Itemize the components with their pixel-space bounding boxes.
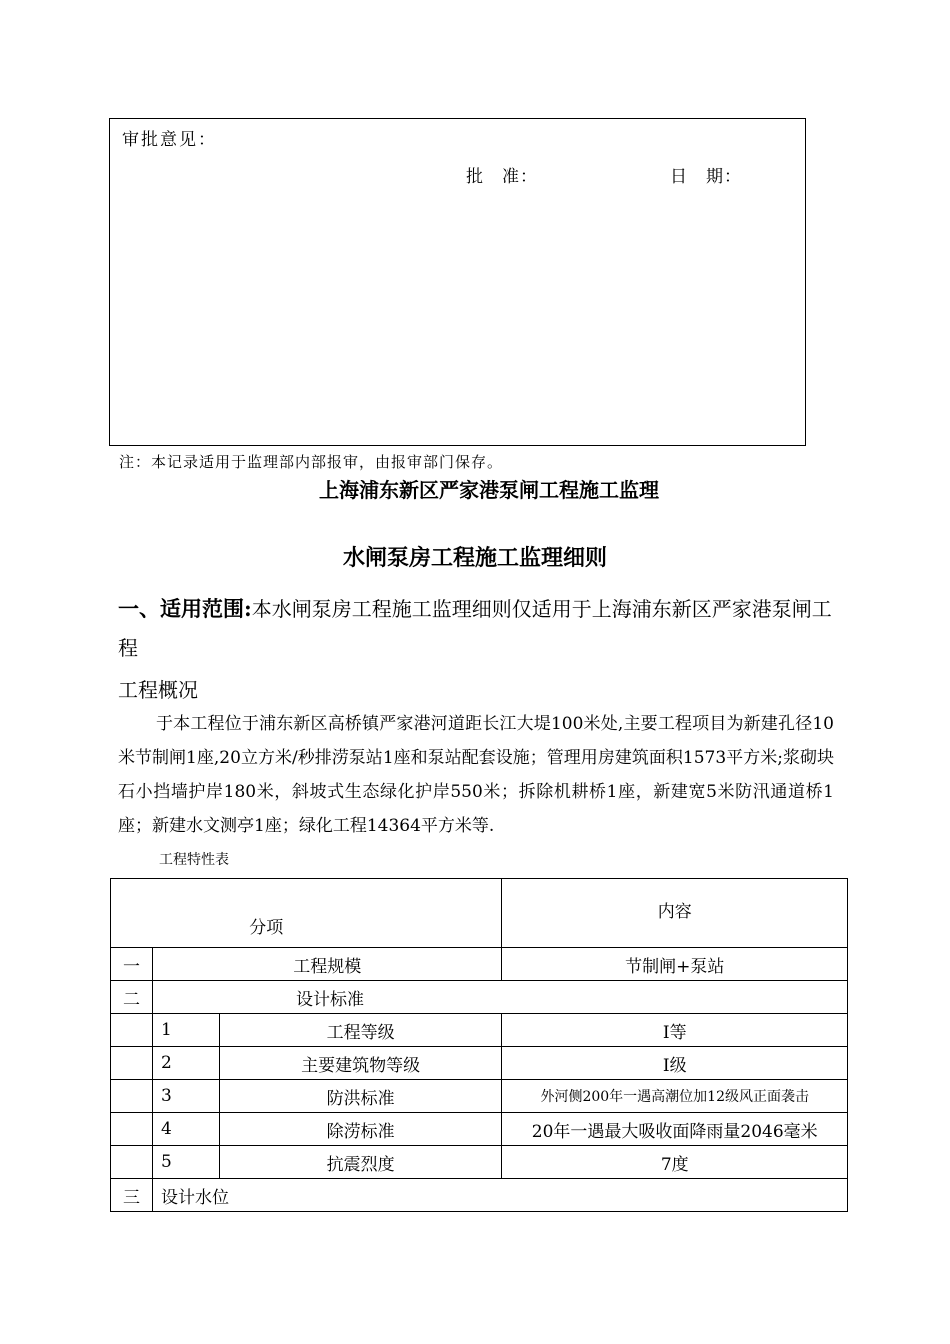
row-value: 20年一遇最大吸收面降雨量2046毫米 [502, 1113, 848, 1146]
approver-label: 批 准： [466, 167, 538, 187]
table-row [111, 1146, 848, 1179]
row-number: 二 [111, 981, 153, 1014]
record-note: 注：本记录适用于监理部内部报审，由报审部门保存。 [119, 453, 504, 471]
row-number: 一 [111, 948, 153, 981]
header-content-label: 内容 [657, 901, 692, 922]
table-row [111, 948, 848, 981]
header-content-cell [502, 879, 848, 948]
project-characteristics-table [110, 878, 848, 1212]
scope-heading: 一、适用范围: [118, 596, 252, 621]
row-subnumber: 2 [152, 1047, 219, 1080]
row-name: 工程等级 [219, 1014, 502, 1047]
header-item-cell [111, 879, 502, 948]
table-row [111, 1047, 848, 1080]
overview-paragraph: 于本工程位于浦东新区高桥镇严家港河道距长江大堤100米处,主要工程项目为新建孔径10米节制闸1座,20立方米/秒排涝泵站1座和泵站配套设施；管理用房建筑面积1573平方米;浆砌块石小挡墙护岸180米，斜坡式生态绿化护岸550米；拆除机耕桥1座，新建宽5米防汛通道桥1座；新建水文测亭1座；绿化工程14364平方米等. [118, 714, 834, 836]
document-title: 上海浦东新区严家港泵闸工程施工监理 [319, 478, 659, 502]
row-name: 抗震烈度 [219, 1146, 502, 1179]
approval-opinion-label: 审批意见： [122, 130, 217, 150]
row-value: Ⅰ级 [502, 1047, 848, 1080]
table-row [111, 981, 848, 1014]
row-number: 三 [111, 1179, 153, 1212]
table-header-row [111, 879, 848, 948]
row-subnumber: 1 [152, 1014, 219, 1047]
date-label: 日 期： [670, 167, 742, 187]
row-name: 设计标准 [152, 981, 847, 1014]
document-subtitle: 水闸泵房工程施工监理细则 [342, 545, 607, 571]
row-value: 外河侧200年一遇高潮位加12级风正面袭击 [502, 1080, 848, 1113]
row-name: 设计水位 [152, 1179, 847, 1212]
table-caption: 工程特性表 [159, 852, 229, 868]
row-name: 防洪标准 [219, 1080, 502, 1113]
scope-paragraph [118, 589, 838, 668]
table-row [111, 1080, 848, 1113]
scope-text: 本水闸泵房工程施工监理细则仅适用于上海浦东新区严家港泵闸工程 [118, 597, 832, 660]
header-item-label: 分项 [249, 917, 284, 938]
table-row [111, 1014, 848, 1047]
table-row [111, 1113, 848, 1146]
overview-heading: 工程概况 [118, 678, 198, 702]
row-value: Ⅰ等 [502, 1014, 848, 1047]
row-subnumber: 3 [152, 1080, 219, 1113]
row-name: 主要建筑物等级 [219, 1047, 502, 1080]
row-subnumber: 4 [152, 1113, 219, 1146]
row-value: 7度 [502, 1146, 848, 1179]
row-value: 节制闸+泵站 [502, 948, 848, 981]
row-name: 除涝标准 [219, 1113, 502, 1146]
table-row [111, 1179, 848, 1212]
approval-box [109, 118, 806, 446]
row-subnumber: 5 [152, 1146, 219, 1179]
row-name: 工程规模 [152, 948, 502, 981]
